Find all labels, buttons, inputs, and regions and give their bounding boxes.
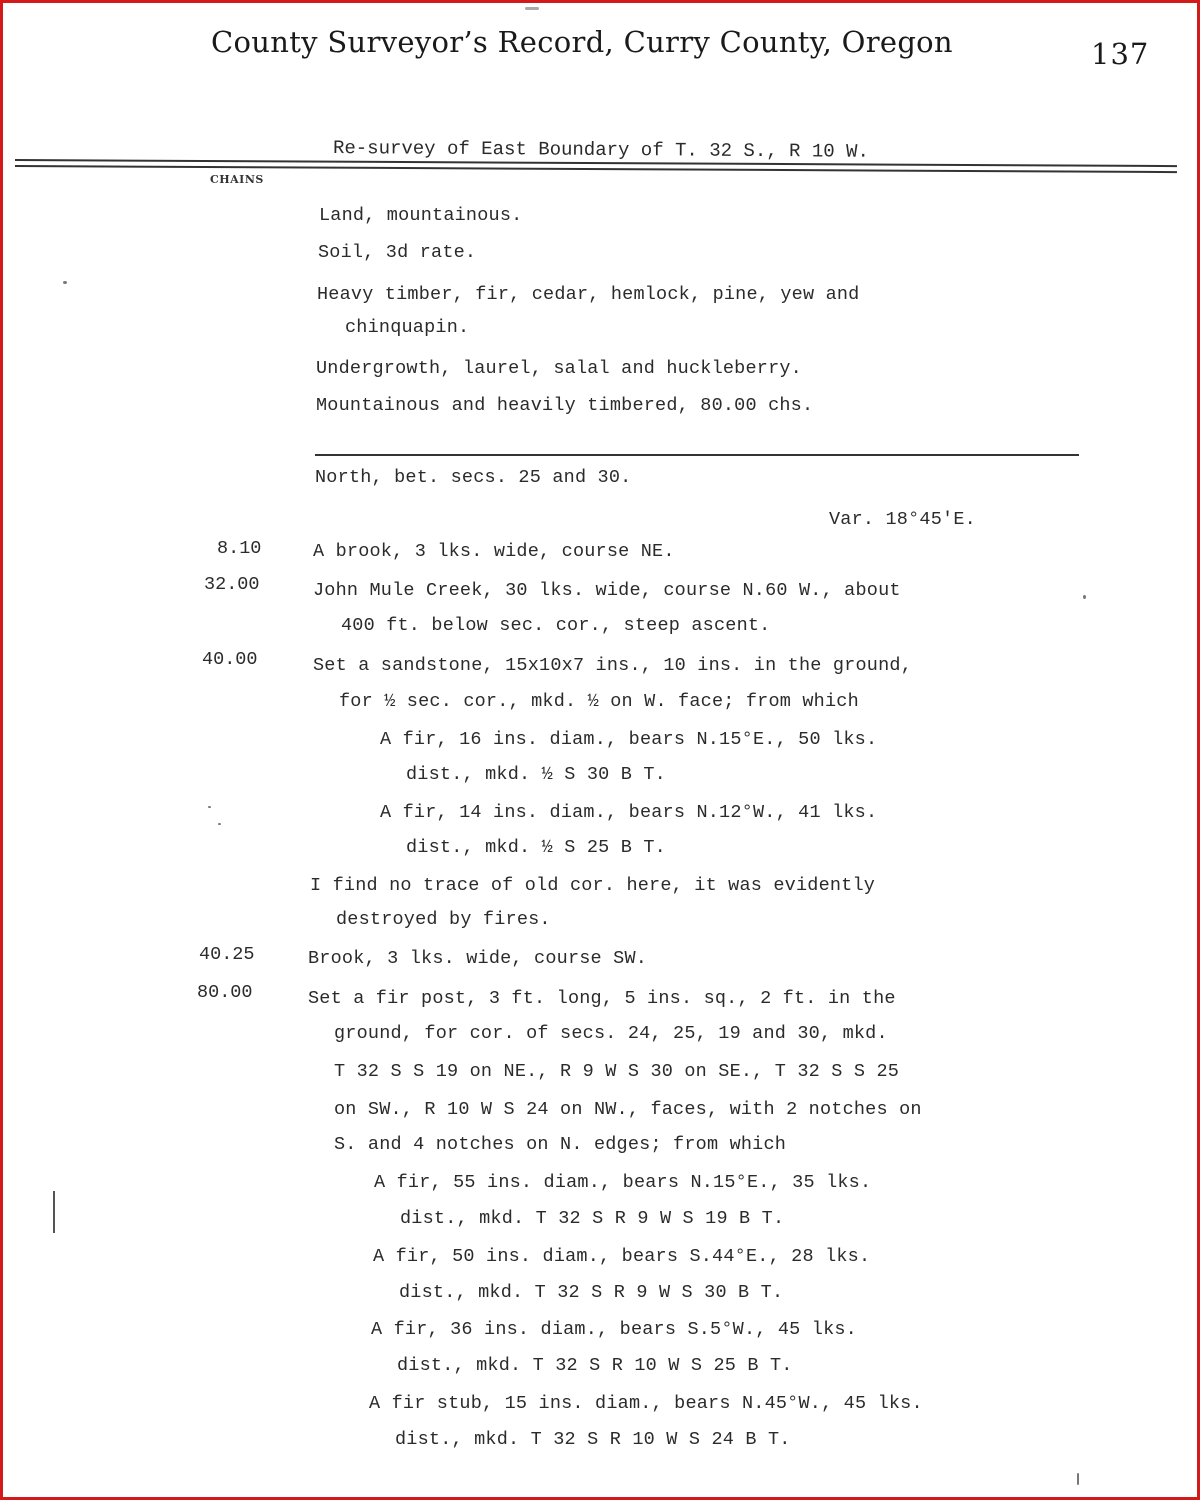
chain-distance: 40.25 xyxy=(199,944,255,965)
description-line: Mountainous and heavily timbered, 80.00 chs. xyxy=(316,395,814,416)
entry-line: A brook, 3 lks. wide, course NE. xyxy=(313,541,675,562)
description-line: Undergrowth, laurel, salal and huckleberry. xyxy=(316,358,802,379)
chain-distance: 40.00 xyxy=(202,649,258,670)
description-line: Heavy timber, fir, cedar, hemlock, pine, yew and xyxy=(317,284,860,305)
entry-line: A fir, 36 ins. diam., bears S.5°W., 45 lks. xyxy=(371,1319,857,1340)
entry-line: dist., mkd. T 32 S R 10 W S 24 B T. xyxy=(395,1429,791,1450)
entry-line: A fir, 55 ins. diam., bears N.15°E., 35 lks. xyxy=(374,1172,872,1193)
magnetic-variation: Var. 18°45'E. xyxy=(829,509,976,530)
description-line: chinquapin. xyxy=(345,317,470,338)
entry-line: John Mule Creek, 30 lks. wide, course N.60 W., about xyxy=(313,580,901,601)
scan-speck xyxy=(218,823,221,825)
entry-line: ground, for cor. of secs. 24, 25, 19 and 30, mkd. xyxy=(334,1023,888,1044)
scan-margin-mark xyxy=(53,1191,55,1233)
scan-speck xyxy=(525,7,539,10)
scan-speck xyxy=(208,806,211,808)
entry-line: on SW., R 10 W S 24 on NW., faces, with 2 notches on xyxy=(334,1099,922,1120)
entry-line: Brook, 3 lks. wide, course SW. xyxy=(308,948,648,969)
entry-line: I find no trace of old cor. here, it was evidently xyxy=(310,875,876,896)
line-heading: North, bet. secs. 25 and 30. xyxy=(315,467,632,488)
entry-line: A fir, 14 ins. diam., bears N.12°W., 41 lks. xyxy=(380,802,878,823)
entry-line: dist., mkd. T 32 S R 9 W S 19 B T. xyxy=(400,1208,785,1229)
entry-line: A fir, 16 ins. diam., bears N.15°E., 50 lks. xyxy=(380,729,878,750)
section-divider xyxy=(315,454,1079,456)
entry-line: Set a fir post, 3 ft. long, 5 ins. sq., 2 ft. in the xyxy=(308,988,896,1009)
description-line: Land, mountainous. xyxy=(319,205,523,226)
entry-line: destroyed by fires. xyxy=(336,909,551,930)
entry-line: A fir stub, 15 ins. diam., bears N.45°W., 45 lks. xyxy=(369,1393,923,1414)
entry-line: 400 ft. below sec. cor., steep ascent. xyxy=(341,615,771,636)
entry-line: S. and 4 notches on N. edges; from which xyxy=(334,1134,787,1155)
page-number: 137 xyxy=(1091,37,1150,71)
chains-column-label: CHAINS xyxy=(210,173,264,186)
entry-line: dist., mkd. ½ S 30 B T. xyxy=(406,764,666,785)
entry-line: A fir, 50 ins. diam., bears S.44°E., 28 lks. xyxy=(373,1246,871,1267)
entry-line: T 32 S S 19 on NE., R 9 W S 30 on SE., T 32 S S 25 xyxy=(334,1061,900,1082)
entry-line: dist., mkd. T 32 S R 9 W S 30 B T. xyxy=(399,1282,784,1303)
chain-distance: 32.00 xyxy=(204,574,260,595)
record-title: County Surveyor’s Record, Curry County, Oregon xyxy=(211,25,953,59)
chain-distance: 80.00 xyxy=(197,982,253,1003)
entry-line: dist., mkd. T 32 S R 10 W S 25 B T. xyxy=(397,1355,793,1376)
description-line: Soil, 3d rate. xyxy=(318,242,477,263)
entry-line: Set a sandstone, 15x10x7 ins., 10 ins. in the ground, xyxy=(313,655,912,676)
scan-speck xyxy=(1077,1473,1079,1485)
scan-speck xyxy=(1083,595,1086,599)
header-double-rule xyxy=(15,159,1177,173)
survey-heading: Re-survey of East Boundary of T. 32 S., R 10 W. xyxy=(332,137,869,163)
entry-line: for ½ sec. cor., mkd. ½ on W. face; from which xyxy=(339,691,859,712)
chain-distance: 8.10 xyxy=(217,538,262,559)
scan-speck xyxy=(63,281,67,284)
entry-line: dist., mkd. ½ S 25 B T. xyxy=(406,837,666,858)
